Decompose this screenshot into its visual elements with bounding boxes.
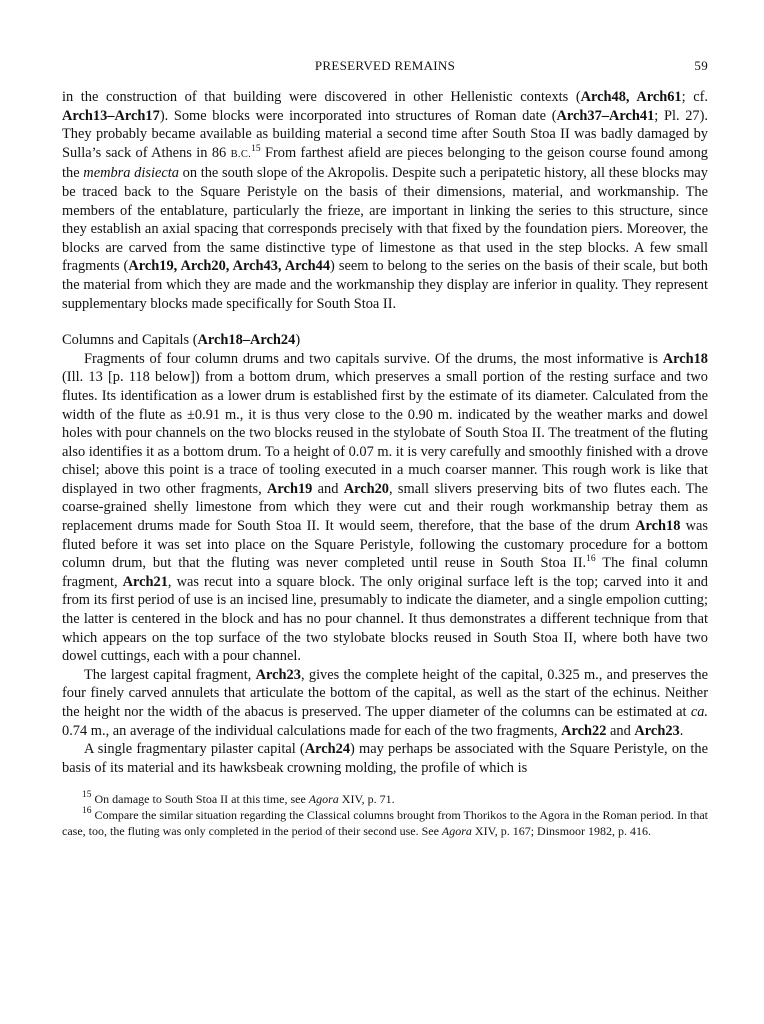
text: ) seem to belong to the series on the basis of their scale, but both the material from which they are made and the workmanship they display are inferior in quality. They represent supplementary blocks made specifically for South Stoa II. — [62, 258, 708, 312]
catalog-ref: Arch20 — [343, 480, 389, 497]
catalog-ref: Arch23 — [634, 722, 680, 739]
text: A single fragmentary pilaster capital ( — [84, 741, 305, 758]
paragraph-2 — [62, 350, 708, 666]
text: and — [606, 722, 635, 739]
text: XIV, p. 71. — [338, 792, 395, 807]
catalog-ref: Arch18 — [635, 518, 681, 535]
catalog-ref: Arch37–Arch41 — [556, 107, 655, 124]
text: The largest capital fragment, — [84, 666, 256, 683]
text: 0.74 m., an average of the individual calculations made for each of the two fragments, — [62, 722, 562, 739]
text: , small slivers preserving bits of two flutes each. The coarse-grained shelly limestone from which they were cut and their rough workmanship betray them as replacement drums made for South Stoa II. It would seem, therefore, that the base of the drum — [62, 480, 708, 535]
text: . — [679, 722, 684, 739]
text: , was recut into a square block. The only original surface left is the top; carved into it and from its first period of use is an incised line, presumably to indicate the diameter, and a single empolion cutting; the latter is centered in the block and has no pour channel. It thus demonstrates a different technique from that which appears on the top surface of the two stylobate blocks reused in South Stoa II, where both have two dowel cuttings, each with a pour channel. — [62, 573, 708, 665]
text: On damage to South Stoa II at this time, see — [91, 792, 309, 807]
paragraph-3 — [62, 666, 708, 740]
footnote-marker: 15 — [251, 143, 261, 154]
era-abbrev: B.C. — [230, 148, 252, 160]
italic-term: Agora — [308, 792, 339, 807]
catalog-ref: Arch24 — [304, 741, 351, 758]
catalog-ref: Arch19, Arch20, Arch43, Arch44 — [128, 258, 331, 275]
text: Compare the similar situation regarding the Classical columns brought from Thorikos to the Agora in the Roman period. In that case, too, the fluting was only completed in the period of their second use. See — [62, 808, 708, 839]
catalog-ref: Arch48, Arch61 — [580, 89, 682, 105]
section-heading — [62, 331, 708, 350]
catalog-ref: Arch18 — [662, 350, 708, 367]
text: From farthest afield are pieces belonging to the geison course found among the — [62, 144, 708, 182]
text: ; cf. — [681, 89, 708, 105]
catalog-ref: Arch19 — [267, 480, 313, 497]
page-number: 59 — [694, 58, 708, 73]
text: The final column fragment, — [62, 555, 708, 590]
running-title: PRESERVED REMAINS — [314, 58, 456, 73]
footnote-16 — [62, 807, 708, 839]
text: (Ill. 13 [p. 118 below]) from a bottom drum, which preserves a small portion of the resting surface and two flutes. Its identification as a lower drum is established first by the estimate of its diameter. Calculated from the width of the flute as ±0.91 m., it is thus very close to the 0.90 m. indicated by the weather marks and dowel holes with pour channels on the two blocks reused in the stylobate of South Stoa II. The treatment of the fluting also identifies it as a bottom drum. To a height of 0.07 m. it is very carefully and smoothly finished with a drove chisel; above this point is a trace of tooling executed in a much coarser manner. This rough work is like that displayed in two other fragments, — [62, 369, 708, 497]
text: ). Some blocks were incorporated into structures of Roman date ( — [159, 107, 557, 124]
text: was fluted before it was set into place on the Square Peristyle, following the customary procedure for a bottom column drum, but that the fluting was never completed until reuse in South Stoa II. — [62, 518, 709, 572]
italic-term: Agora — [441, 824, 472, 839]
page — [62, 58, 708, 839]
footnote-number: 15 — [82, 790, 92, 801]
footnote-marker: 16 — [586, 554, 596, 565]
text: , gives the complete height of the capital, 0.325 m., and preserves the four finely carved annulets that articulate the bottom of the capital, as well as the start of the echinus. Neither the height nor the width of the abacus is preserved. The upper diameter of the columns can be estimated at — [62, 666, 708, 720]
running-header — [62, 58, 708, 78]
text: Columns and Capitals ( — [62, 332, 198, 349]
italic-term: ca. — [690, 704, 708, 720]
catalog-ref: Arch21 — [122, 573, 168, 590]
text: ; Pl. 27). They probably became available as building material a second time after South Stoa II was badly damaged by Sulla’s sack of Athens in 86 — [62, 107, 708, 161]
text: on the south slope of the Akropolis. Despite such a peripatetic history, all these blocks may be traced back to the Square Peristyle on the basis of their dimensions, material, and workmanship. The members of the entablature, particularly the frieze, are important in linking the series to this structure, since they establish an axial spacing that corresponds precisely with that fixed by the foundation piers. Moreover, the blocks are carved from the same distinctive type of limestone as that used in the step blocks. A few small fragments ( — [62, 165, 708, 275]
text: in the construction of that building were discovered in other Hellenistic contexts ( — [62, 89, 581, 105]
text: ) — [295, 332, 301, 349]
text: ) may perhaps be associated with the Square Peristyle, on the basis of its material and its hawksbeak crowning molding, the profile of which is — [62, 741, 709, 776]
text: XIV, p. 167; Dinsmoor 1982, p. 416. — [471, 824, 652, 839]
footnote-number: 16 — [82, 806, 92, 817]
catalog-ref: Arch18–Arch24 — [197, 332, 296, 349]
text: Fragments of four column drums and two capitals survive. Of the drums, the most informative is — [84, 350, 663, 367]
italic-term: membra disiecta — [83, 165, 179, 182]
footnotes — [62, 791, 708, 839]
paragraph-4 — [62, 740, 708, 777]
text: and — [312, 480, 344, 497]
catalog-ref: Arch22 — [561, 722, 607, 739]
paragraph-1 — [62, 88, 708, 313]
catalog-ref: Arch23 — [255, 666, 301, 683]
catalog-ref: Arch13–Arch17 — [62, 107, 160, 124]
footnote-15 — [62, 791, 708, 807]
